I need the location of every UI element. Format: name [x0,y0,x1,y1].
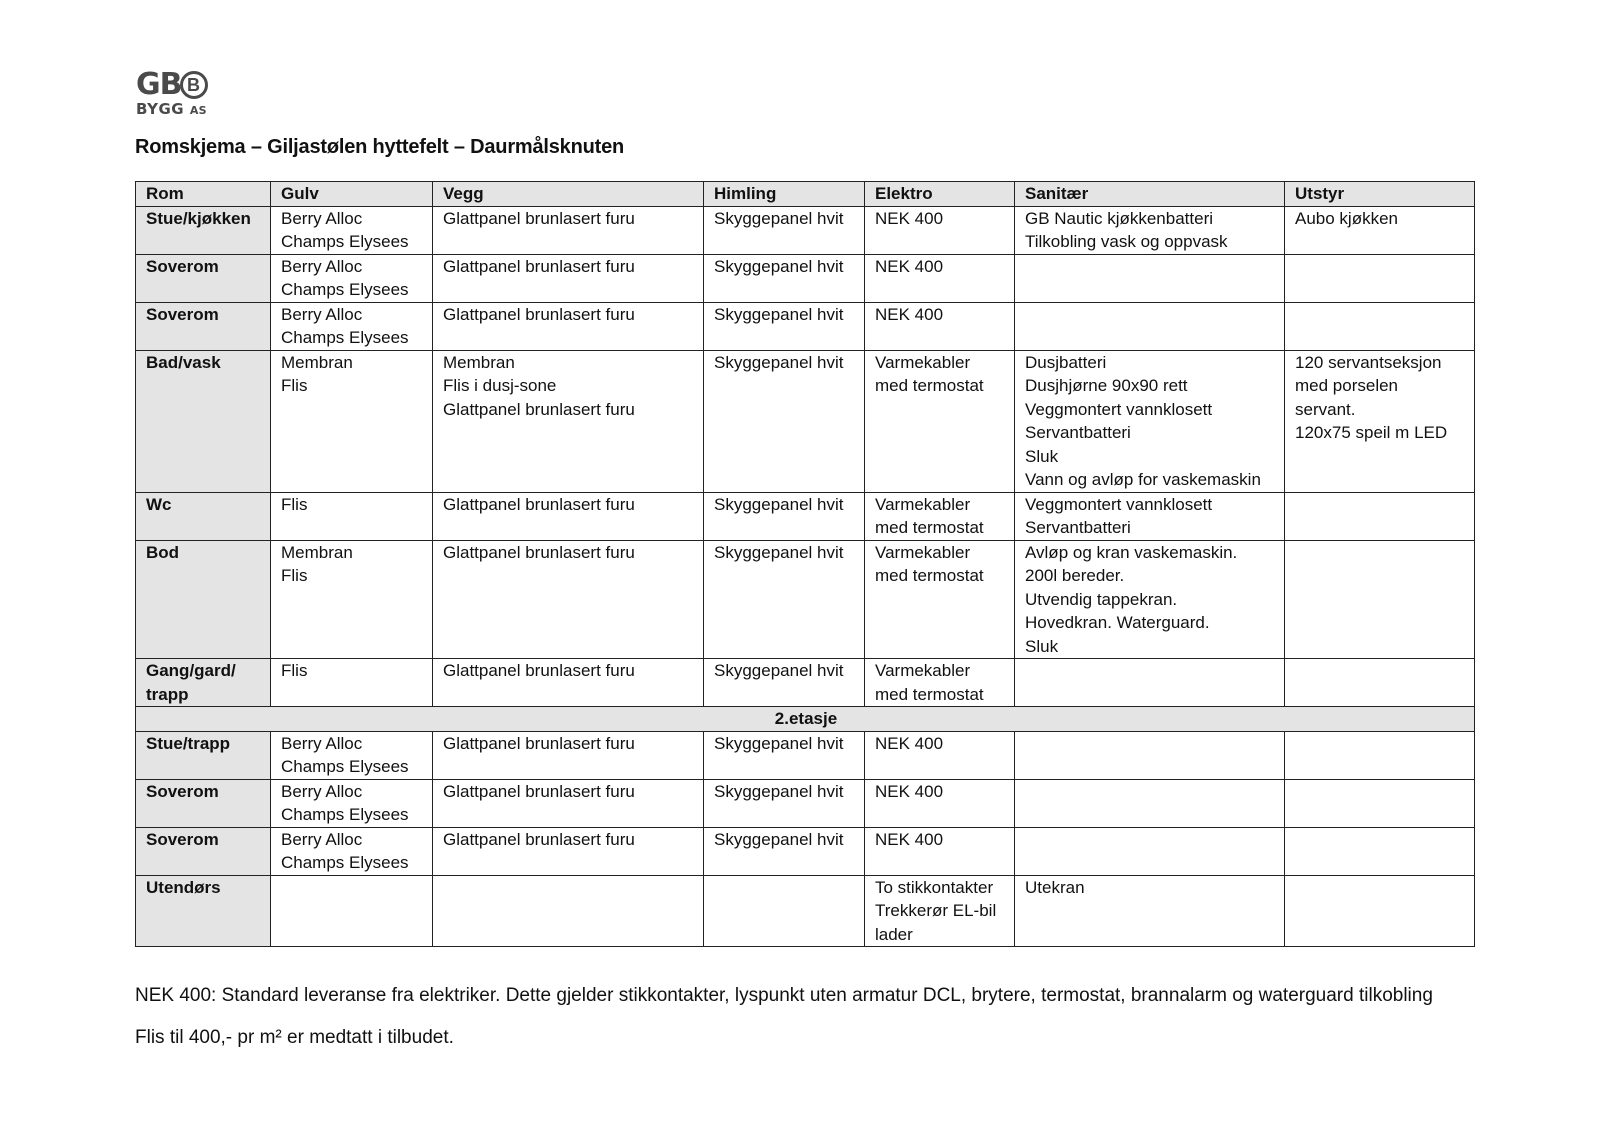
cell-utstyr [1285,875,1475,947]
cell-line: GB Nautic kjøkkenbatteri [1025,208,1214,228]
cell-sanitaer [1015,302,1285,350]
cell-utstyr [1285,254,1475,302]
cell-line: 200l bereder. [1025,566,1125,585]
cell-line: Skyggepanel hvit [714,208,844,228]
cell-vegg [433,659,704,707]
cell-himling [704,302,865,350]
cell-himling [704,492,865,540]
section-label-2-etasje: 2.etasje [136,707,1475,732]
cell-line: Veggmontert vannklosett [1025,494,1213,514]
cell-line: Varmekabler [875,494,971,514]
cell-line: Glattpanel brunlasert furu [443,304,635,324]
cell-line: Varmekabler [875,542,971,562]
header-utstyr: Utstyr [1285,182,1475,207]
cell-line: Vann og avløp for vaskemaskin [1025,470,1261,489]
cell-sanitaer [1015,492,1285,540]
cell-line: Skyggepanel hvit [714,256,844,276]
cell-gulv [271,350,433,492]
cell-line: NEK 400 [875,208,944,228]
header-gulv: Gulv [271,182,433,207]
note-nek400: NEK 400: Standard leveranse fra elektriker. Dette gjelder stikkontakter, lyspunkt uten armatur DCL, brytere, termostat, brannalarm og waterguard tilkobling [135,985,1433,1006]
logo-bygg-word: BYGG [136,100,185,118]
cell-line: Champs Elysees [281,280,409,299]
cell-utstyr [1285,827,1475,875]
cell-himling [704,350,865,492]
cell-line: Membran [443,352,515,372]
cell-line: Soverom [146,781,219,801]
cell-vegg [433,731,704,779]
cell-vegg [433,254,704,302]
cell-elektro [865,350,1015,492]
cell-himling [704,779,865,827]
cell-sanitaer [1015,779,1285,827]
cell-vegg [433,302,704,350]
cell-sanitaer [1015,875,1285,947]
cell-himling [704,731,865,779]
cell-line: NEK 400 [875,733,944,753]
cell-vegg [433,206,704,254]
cell-line: Sluk [1025,446,1059,466]
cell-rom [136,350,271,492]
cell-gulv [271,827,433,875]
cell-rom [136,540,271,659]
cell-himling [704,875,865,947]
cell-utstyr [1285,540,1475,659]
cell-vegg [433,492,704,540]
cell-line: med porselen [1295,376,1399,395]
cell-line: Servantbatteri [1025,423,1131,442]
cell-sanitaer [1015,659,1285,707]
cell-line: Champs Elysees [281,805,409,824]
cell-rom [136,302,271,350]
cell-elektro [865,827,1015,875]
cell-line: Flis [281,566,308,585]
cell-line: Glattpanel brunlasert furu [443,829,635,849]
cell-gulv [271,540,433,659]
cell-line: Skyggepanel hvit [714,494,844,514]
cell-line: Hovedkran. Waterguard. [1025,613,1210,632]
logo-as-word: AS [189,104,207,117]
cell-vegg [433,827,704,875]
cell-line: Wc [146,494,172,514]
section-divider [136,707,1475,732]
cell-elektro [865,254,1015,302]
cell-rom [136,206,271,254]
cell-rom [136,492,271,540]
cell-line: NEK 400 [875,781,944,801]
cell-vegg [433,875,704,947]
cell-line: Flis [281,376,308,395]
cell-line: Glattpanel brunlasert furu [443,256,635,276]
cell-line: Utvendig tappekran. [1025,589,1178,609]
cell-line: Dusjbatteri [1025,352,1107,372]
room-schedule-table [135,181,1475,947]
cell-line: Veggmontert vannklosett [1025,399,1213,419]
cell-himling [704,206,865,254]
cell-line: Bad/vask [146,352,221,372]
document-title: Romskjema – Giljastølen hyttefelt – Daurmålsknuten [135,136,625,158]
cell-gulv [271,492,433,540]
cell-sanitaer [1015,350,1285,492]
cell-line: Champs Elysees [281,232,409,251]
cell-line: Soverom [146,256,219,276]
table-row [136,350,1475,492]
table-row [136,302,1475,350]
cell-sanitaer [1015,254,1285,302]
cell-vegg [433,350,704,492]
cell-utstyr [1285,350,1475,492]
cell-sanitaer [1015,731,1285,779]
cell-line: Bod [146,542,180,562]
cell-himling [704,540,865,659]
cell-rom [136,731,271,779]
cell-line: Glattpanel brunlasert furu [443,208,635,228]
cell-elektro [865,731,1015,779]
cell-line: Trekkerør EL-bil [875,901,997,920]
cell-line: Glattpanel brunlasert furu [443,494,635,514]
cell-line: 120x75 speil m LED [1295,423,1448,442]
cell-vegg [433,540,704,659]
floor2-rows [136,731,1475,947]
cell-utstyr [1285,492,1475,540]
cell-utstyr [1285,302,1475,350]
cell-line: 120 servantseksjon [1295,352,1442,372]
logo-gb-text: GB [136,67,182,102]
header-elektro: Elektro [865,182,1015,207]
cell-gulv [271,731,433,779]
cell-elektro [865,206,1015,254]
cell-rom [136,659,271,707]
cell-line: Tilkobling vask og oppvask [1025,232,1228,251]
cell-line: Stue/kjøkken [146,208,251,228]
cell-gulv [271,206,433,254]
cell-gulv [271,302,433,350]
cell-line: Flis i dusj-sone [443,376,557,395]
cell-line: med termostat [875,518,984,537]
cell-line: Stue/trapp [146,733,231,753]
cell-line: Glattpanel brunlasert furu [443,542,635,562]
cell-vegg [433,779,704,827]
cell-gulv [271,254,433,302]
cell-line: Skyggepanel hvit [714,352,844,372]
table-row [136,659,1475,707]
cell-line: Utekran [1025,877,1085,897]
cell-utstyr [1285,206,1475,254]
cell-line: To stikkontakter [875,877,994,897]
cell-rom [136,254,271,302]
cell-rom [136,875,271,947]
cell-line: Servantbatteri [1025,518,1131,537]
table-row [136,779,1475,827]
table-row [136,875,1475,947]
table-row [136,731,1475,779]
cell-line: Membran [281,542,353,562]
header-himling: Himling [704,182,865,207]
cell-utstyr [1285,779,1475,827]
cell-sanitaer [1015,540,1285,659]
header-vegg: Vegg [433,182,704,207]
cell-line: Skyggepanel hvit [714,733,844,753]
logo-b-circle: B [180,71,208,99]
cell-utstyr [1285,731,1475,779]
cell-line: Dusjhjørne 90x90 rett [1025,376,1188,395]
cell-line: Berry Alloc [281,781,363,801]
header-rom: Rom [136,182,271,207]
cell-gulv [271,659,433,707]
cell-elektro [865,875,1015,947]
cell-line: med termostat [875,684,984,704]
cell-line: Aubo kjøkken [1295,208,1398,228]
cell-line: med termostat [875,376,984,395]
cell-utstyr [1285,659,1475,707]
cell-line: Sluk [1025,636,1059,656]
table-header-row [136,182,1475,207]
floor1-rows [136,206,1475,707]
cell-line: Berry Alloc [281,208,363,228]
cell-line: Skyggepanel hvit [714,542,844,562]
cell-line: Skyggepanel hvit [714,781,844,801]
cell-line: Skyggepanel hvit [714,304,844,324]
table-row [136,206,1475,254]
cell-line: Skyggepanel hvit [714,829,844,849]
cell-line: Soverom [146,304,219,324]
table-row [136,827,1475,875]
cell-elektro [865,779,1015,827]
cell-line: NEK 400 [875,829,944,849]
cell-himling [704,254,865,302]
cell-line: Membran [281,352,353,372]
cell-rom [136,779,271,827]
cell-line: Gang/gard/ [146,661,236,680]
cell-line: Skyggepanel hvit [714,661,844,680]
cell-line: Varmekabler [875,352,971,372]
cell-line: Varmekabler [875,661,971,680]
cell-himling [704,659,865,707]
cell-line: med termostat [875,566,984,585]
cell-gulv [271,875,433,947]
cell-line: lader [875,924,913,944]
cell-line: NEK 400 [875,304,944,324]
cell-line: Flis [281,661,308,680]
cell-line: NEK 400 [875,256,944,276]
cell-himling [704,827,865,875]
table-row [136,254,1475,302]
cell-line: Berry Alloc [281,256,363,276]
cell-line: Avløp og kran vaskemaskin. [1025,542,1238,562]
cell-sanitaer [1015,206,1285,254]
cell-line: trapp [146,684,189,704]
table-row [136,492,1475,540]
header-sanitaer: Sanitær [1015,182,1285,207]
cell-line: Glattpanel brunlasert furu [443,661,635,680]
cell-elektro [865,492,1015,540]
cell-elektro [865,540,1015,659]
logo-bygg-text [136,101,256,119]
table-row [136,540,1475,659]
cell-line: Utendørs [146,877,221,897]
cell-line: Berry Alloc [281,304,363,324]
cell-line: Champs Elysees [281,757,409,776]
cell-line: Glattpanel brunlasert furu [443,781,635,801]
cell-rom [136,827,271,875]
cell-line: Glattpanel brunlasert furu [443,399,635,419]
cell-line: Berry Alloc [281,829,363,849]
cell-line: servant. [1295,399,1356,419]
cell-line: Glattpanel brunlasert furu [443,733,635,753]
cell-line: Champs Elysees [281,853,409,872]
cell-elektro [865,302,1015,350]
cell-elektro [865,659,1015,707]
cell-line: Berry Alloc [281,733,363,753]
cell-line: Soverom [146,829,219,849]
cell-line: Flis [281,494,308,514]
cell-line: Champs Elysees [281,328,409,347]
note-flis: Flis til 400,- pr m² er medtatt i tilbudet. [135,1027,454,1048]
company-logo [136,67,256,120]
section-row [136,707,1475,732]
cell-sanitaer [1015,827,1285,875]
cell-gulv [271,779,433,827]
